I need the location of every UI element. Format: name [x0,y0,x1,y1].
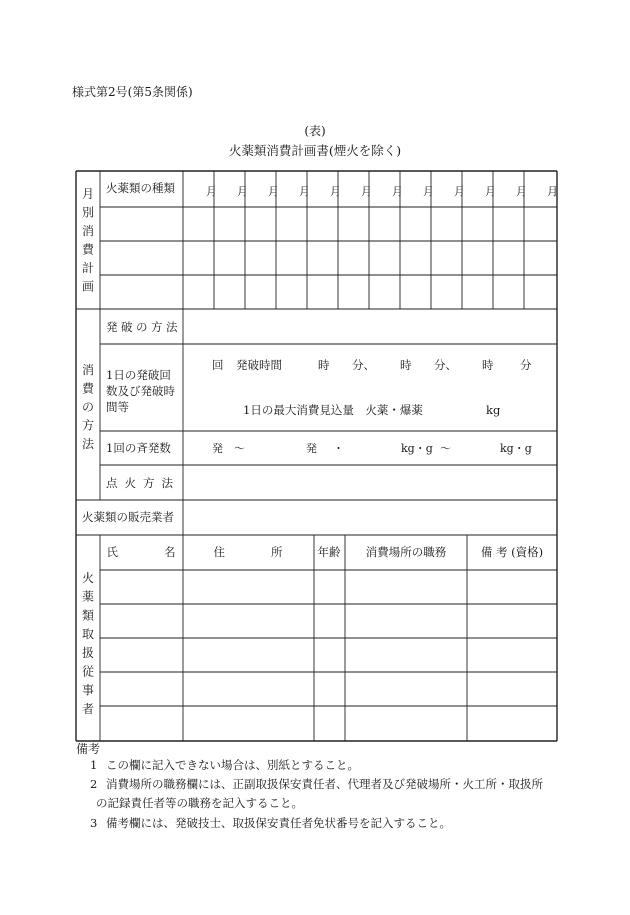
daily-blast-schedule-text: 分、 [352,358,375,372]
workers-label: 火 [81,571,95,585]
daily-blast-schedule-text: 時 [400,358,412,372]
remark-text: 消費場所の職務欄には、正副取扱保安責任者、代理者及び発破場所・火工所・取扱所 [106,777,543,791]
monthly-plan-label: 費 [81,242,95,257]
consumption-method-label: 法 [81,437,95,451]
consumption-method-label: 費 [81,381,95,396]
simultaneous-count-text: 発 [212,442,223,455]
seller-label: 火薬類の販売業者 [82,510,174,524]
workers-label: 取 [81,627,95,642]
remark-text: の記録責任者等の職務を記入すること。 [96,796,303,810]
daily-blast-schedule-text: 発破時間 [236,358,282,372]
month-header: 月 [330,185,341,198]
month-header: 月 [361,185,372,198]
daily-label-line: 間等 [106,400,129,414]
blast-method-label: 発破の方法 [106,320,181,334]
remark-number: 2 [90,777,98,791]
consumption-method-label: 方 [81,418,95,433]
month-header: 月 [454,185,465,198]
workers-column-header: 住 所 [213,545,283,559]
month-header: 月 [485,185,496,198]
workers-label: 薬 [81,589,95,604]
explosive-kind-header: 火薬類の種類 [106,181,175,195]
simultaneous-count-text: 〜 [440,442,451,455]
monthly-plan-label: 別 [81,205,95,220]
workers-label: 者 [81,701,95,716]
month-header: 月 [299,185,310,198]
monthly-plan-label: 月 [81,187,95,201]
monthly-plan-label: 計 [81,261,95,275]
remark-text: この欄に記入できない場合は、別紙とすること。 [106,758,359,772]
consumption-method-label: の [81,400,95,414]
simultaneous-count-text: kg・g [401,442,433,455]
remarks-heading: 備考 [76,742,101,756]
form-number-label: 様式第2号(第5条関係) [72,85,193,99]
remark-number: 1 [90,758,98,772]
daily-blast-schedule-text: 分、 [434,358,457,372]
daily-label-line: 1日の発破回 [106,368,171,382]
workers-label: 事 [81,683,95,698]
simultaneous-count-text: 〜 [234,442,245,455]
simultaneous-count-text: 発 [306,442,317,455]
workers-column-header: 消費場所の職務 [365,545,447,559]
month-header: 月 [237,185,248,198]
simultaneous-count-text: ・ [333,442,344,455]
daily-blast-schedule-text: 分 [520,358,532,372]
month-header: 月 [423,185,434,198]
workers-column-header: 備 考 (資格) [480,545,544,559]
daily-max-consumption-text: 1日の最大消費見込量 火薬・爆薬 [243,403,423,417]
ignition-method-label: 点火方法 [106,476,180,490]
daily-blast-schedule-text: 時 [482,358,494,372]
simultaneous-count-text: kg・g [500,442,532,455]
workers-column-header: 氏 名 [106,545,176,559]
month-header: 月 [392,185,403,198]
workers-label: 従 [81,664,95,679]
remark-text: 備考欄には、発破技士、取扱保安責任者免状番号を記入すること。 [106,816,451,830]
workers-label: 類 [81,608,95,623]
monthly-plan-label: 消 [81,224,95,238]
daily-unit-text: kg [486,403,501,417]
month-header: 月 [268,185,279,198]
document-title: 火薬類消費計画書(煙火を除く) [228,143,402,158]
workers-label: 扱 [81,645,95,660]
daily-blast-schedule-text: 時 [318,358,330,372]
daily-blast-schedule-text: 回 [212,358,224,372]
remark-number: 3 [90,816,98,830]
workers-column-header: 年齢 [317,545,341,559]
daily-label-line: 数及び発破時 [106,384,175,398]
month-header: 月 [547,185,558,198]
front-side-label: (表) [304,124,326,138]
monthly-plan-label: 画 [81,279,95,294]
simultaneous-count-label: 1回の斉発数 [106,441,171,455]
consumption-method-label: 消 [81,363,95,377]
month-header: 月 [206,185,217,198]
month-header: 月 [516,185,527,198]
